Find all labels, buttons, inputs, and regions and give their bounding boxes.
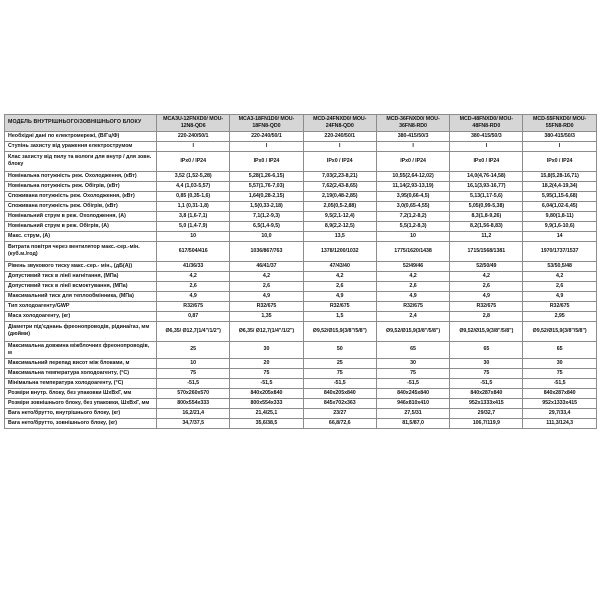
cell-value: 30 [450,358,523,368]
cell-value: 2,95 [523,311,596,321]
cell-value: 35,6/38,5 [230,418,303,428]
table-row [5,281,597,291]
cell-value: R32/675 [303,301,376,311]
cell-value: 4,9 [523,291,596,301]
cell-value: 3,0(0,65-4,55) [376,201,449,211]
cell-value: 220-240/50/1 [157,131,230,141]
row-label: Номінальна потужність реж. Охолодження, (кВт) [5,171,157,181]
cell-value: 4,2 [376,271,449,281]
cell-value: 1,5(0,33-2,18) [230,201,303,211]
row-label: Споживана потужність реж. Обігрів, (кВт) [5,201,157,211]
cell-value: 1036/867/763 [230,241,303,261]
cell-value: 4,2 [450,271,523,281]
cell-value: IPx0 / IP24 [157,151,230,171]
cell-value: 1,35 [230,311,303,321]
cell-value: 9,5(2,1-12,4) [303,211,376,221]
cell-value: Ø6,35/ Ø12,7(1/4"/1/2") [157,321,230,341]
row-label: Вага нето/брутто, зовнішнього блоку, (кг) [5,418,157,428]
header-model-label: МОДЕЛЬ ВНУТРІШНЬОГО/ЗОВНІШНЬОГО БЛОКУ [5,115,157,132]
cell-value: 75 [230,368,303,378]
row-label: Розміри внутр. блоку, без упаковки ШхВхГ, мм [5,388,157,398]
cell-value: 30 [376,358,449,368]
row-label: Максимальна температура холодоагенту, (°С) [5,368,157,378]
cell-value: 840х287х840 [523,388,596,398]
cell-value: 8,9(2,2-12,5) [303,221,376,231]
table-row [5,131,597,141]
cell-value: 4,9 [157,291,230,301]
cell-value: 4,2 [157,271,230,281]
table-body [5,131,597,428]
table-row [5,221,597,231]
cell-value: 27,5/31 [376,408,449,418]
cell-value: 845х702х363 [303,398,376,408]
cell-value: 2,6 [230,281,303,291]
cell-value: 7,03(2,23-8,21) [303,171,376,181]
cell-value: 75 [303,368,376,378]
cell-value: 4,9 [376,291,449,301]
cell-value: 10,0 [230,231,303,241]
cell-value: 15,8(5,28-16,71) [523,171,596,181]
table-row [5,191,597,201]
cell-value: 2,6 [523,281,596,291]
table-row [5,261,597,271]
cell-value: 30 [230,341,303,358]
row-label: Клас захисту від пилу та вологи для внутр / для зовн. блоку [5,151,157,171]
cell-value: 380-415/50/3 [376,131,449,141]
cell-value: 7,1(1,2-9,3) [230,211,303,221]
cell-value: 0,85 (0,35-1,6) [157,191,230,201]
cell-value: -51,5 [523,378,596,388]
row-label: Маса холодоагенту, (кг) [5,311,157,321]
cell-value: 10,55(2,64-12,02) [376,171,449,181]
cell-value: 5,05(0,99-5,38) [450,201,523,211]
table-row [5,408,597,418]
table-row [5,378,597,388]
cell-value: 0,87 [157,311,230,321]
cell-value: 952х1333х415 [450,398,523,408]
cell-value: I [230,141,303,151]
cell-value: R32/675 [230,301,303,311]
cell-value: 570х260х570 [157,388,230,398]
cell-value: 800х554х333 [157,398,230,408]
cell-value: 1715/1568/1381 [450,241,523,261]
cell-value: I [157,141,230,151]
row-label: Вага нето/брутто, внутрішнього блоку, (кг) [5,408,157,418]
cell-value: 75 [376,368,449,378]
cell-value: 1,1 (0,31-1,8) [157,201,230,211]
cell-value: -51,5 [230,378,303,388]
cell-value: 4,2 [303,271,376,281]
table-row [5,211,597,221]
cell-value: 2,4 [376,311,449,321]
cell-value: 30 [523,358,596,368]
cell-value: 380-415/50/3 [450,131,523,141]
cell-value: 4,9 [450,291,523,301]
row-label: Споживана потужність реж. Охолодження, (кВт) [5,191,157,201]
cell-value: R32/675 [376,301,449,311]
row-label: Максимальний перепад висот між блоками, м [5,358,157,368]
cell-value: 9,9(1,6-10,6) [523,221,596,231]
table-row [5,181,597,191]
cell-value: 4,9 [230,291,303,301]
cell-value: Ø6,35/ Ø12,7(1/4"/1/2") [230,321,303,341]
row-label: Допустимий тиск в лінії нагнітання, (МПа) [5,271,157,281]
cell-value: 66,8/72,6 [303,418,376,428]
row-label: Номінальна потужність реж. Обігрів, (кВт) [5,181,157,191]
cell-value: 840х205х840 [230,388,303,398]
cell-value: 34,7/37,5 [157,418,230,428]
header-row [5,115,597,132]
cell-value: 106,7/119,9 [450,418,523,428]
cell-value: 5,95(1,15-6,68) [523,191,596,201]
cell-value: I [376,141,449,151]
cell-value: 3,52 (1,52-5,28) [157,171,230,181]
table-row [5,231,597,241]
cell-value: 53/50,5/48 [523,261,596,271]
cell-value: IPx0 / IP24 [303,151,376,171]
cell-value: -51,5 [376,378,449,388]
cell-value: 5,5(1,2-8,3) [376,221,449,231]
cell-value: R32/675 [523,301,596,311]
cell-value: 1,64(0,28-2,15) [230,191,303,201]
cell-value: 75 [523,368,596,378]
cell-value: 75 [157,368,230,378]
cell-value: 75 [450,368,523,378]
cell-value: IPx0 / IP24 [376,151,449,171]
cell-value: 16,2/21,4 [157,408,230,418]
cell-value: Ø9,52/Ø15,9(3/8"/5/8") [303,321,376,341]
cell-value: 2,19(0,48-2,85) [303,191,376,201]
table-row [5,171,597,181]
cell-value: 4,4 (1,03-5,57) [157,181,230,191]
cell-value: 81,5/87,0 [376,418,449,428]
cell-value: 111,3/124,3 [523,418,596,428]
cell-value: 1378/1200/1032 [303,241,376,261]
specification-table [4,114,597,429]
cell-value: 2,6 [157,281,230,291]
table-row [5,141,597,151]
table-row [5,311,597,321]
cell-value: 7,2(1,2-8,2) [376,211,449,221]
cell-value: 8,3(1,8-9,26) [450,211,523,221]
cell-value: 5,28(1,26-6,15) [230,171,303,181]
row-label: Витрата повітря через вентилятор макс.-сер.-мін. (куб.м./год) [5,241,157,261]
cell-value: 2,6 [450,281,523,291]
cell-value: 2,6 [376,281,449,291]
cell-value: I [450,141,523,151]
cell-value: 946х810х410 [376,398,449,408]
row-label: Рівень звукового тиску макс.-сер.- мін., (дБ(А)) [5,261,157,271]
cell-value: -51,5 [157,378,230,388]
row-label: Мінімальна температура холодоагенту, (°С) [5,378,157,388]
table-row [5,321,597,341]
cell-value: Ø9,52/Ø15,9(3/8"/5/8") [450,321,523,341]
cell-value: 1970/1737/1537 [523,241,596,261]
cell-value: 2,6 [303,281,376,291]
cell-value: 840х245х840 [376,388,449,398]
cell-value: 380-415/50/3 [523,131,596,141]
cell-value: 10 [376,231,449,241]
cell-value: 29/32,7 [450,408,523,418]
cell-value: 9,80(1,8-11) [523,211,596,221]
cell-value: 11,14(2,93-13,19) [376,181,449,191]
row-label: Максимальна довжина міжблочних фреонопроводів, м [5,341,157,358]
header-model-5: MCD-48FNXD0/ MOU-48FN8-RD0 [450,115,523,132]
cell-value: 46/41/37 [230,261,303,271]
table-row [5,341,597,358]
row-label: Макс. струм, (А) [5,231,157,241]
cell-value: R32/675 [450,301,523,311]
cell-value: 10 [157,231,230,241]
cell-value: 5,0 (1,4-7,9) [157,221,230,231]
cell-value: 1775/1620/1438 [376,241,449,261]
cell-value: 220-240/50/1 [303,131,376,141]
cell-value: I [523,141,596,151]
cell-value: 47/43/40 [303,261,376,271]
cell-value: 1,5 [303,311,376,321]
cell-value: 13,5 [303,231,376,241]
cell-value: 41/36/33 [157,261,230,271]
cell-value: I [303,141,376,151]
cell-value: 800х554х333 [230,398,303,408]
cell-value: 4,9 [303,291,376,301]
cell-value: 220-240/50/1 [230,131,303,141]
cell-value: 25 [157,341,230,358]
row-label: Номінальний струм в реж. Охолодження, (А) [5,211,157,221]
table-row [5,151,597,171]
cell-value: 23/27 [303,408,376,418]
table-row [5,398,597,408]
cell-value: 14,0(4,76-14,58) [450,171,523,181]
table-row [5,358,597,368]
header-model-2: MCA3-18FN1D0/ MOU-18FN8-QD0 [230,115,303,132]
table-row [5,291,597,301]
header-model-1: MCA3U-12FNXD0/ MOU-12N8-QD6 [157,115,230,132]
header-model-4: MCD-36FNXD0/ MOU-36FN8-RD0 [376,115,449,132]
cell-value: 29,7/33,4 [523,408,596,418]
table-row [5,368,597,378]
cell-value: Ø9,52/Ø15,9(3/8"/5/8") [376,321,449,341]
cell-value: 2,8 [450,311,523,321]
cell-value: Ø9,52/Ø15,9(3/8"/5/8") [523,321,596,341]
cell-value: 6,5(1,4-9,5) [230,221,303,231]
cell-value: IPx0 / IP24 [230,151,303,171]
cell-value: 4,2 [230,271,303,281]
cell-value: 840х287х840 [450,388,523,398]
cell-value: 840х205х840 [303,388,376,398]
cell-value: 20 [230,358,303,368]
cell-value: 617/504/416 [157,241,230,261]
cell-value: 52/50/49 [450,261,523,271]
cell-value: 14 [523,231,596,241]
table-row [5,271,597,281]
cell-value: 3,95(0,66-4,5) [376,191,449,201]
cell-value: 52/49/46 [376,261,449,271]
cell-value: 10 [157,358,230,368]
cell-value: 18,2(4,4-19,34) [523,181,596,191]
cell-value: 5,57(1,76-7,03) [230,181,303,191]
table-header [5,115,597,132]
cell-value: 21,4/25,1 [230,408,303,418]
table-row [5,418,597,428]
row-label: Діаметри під'єднань фреонопроводів, рідина/газ, мм (дюйми) [5,321,157,341]
row-label: Тип холодоагенту/GWP [5,301,157,311]
header-model-3: MCD-24FNXD0/ MOU-24FN8-QD0 [303,115,376,132]
table-row [5,241,597,261]
cell-value: R32/675 [157,301,230,311]
row-label: Номінальний струм в реж. Обігрів, (А) [5,221,157,231]
row-label: Розміри зовнішнього блоку, без упаковки, ШхВхГ, мм [5,398,157,408]
cell-value: 5,13(1,17-5,6) [450,191,523,201]
cell-value: 65 [450,341,523,358]
row-label: Ступінь захисту від ураження електрострумом [5,141,157,151]
cell-value: 4,2 [523,271,596,281]
cell-value: -51,5 [450,378,523,388]
cell-value: 3,8 (1,6-7,1) [157,211,230,221]
cell-value: 2,05(0,5-2,88) [303,201,376,211]
specification-table-container [4,114,596,429]
header-model-6: MCD-55FNXD0/ MOU-55FN8-RD0 [523,115,596,132]
cell-value: 8,2(1,56-8,83) [450,221,523,231]
cell-value: 25 [303,358,376,368]
table-row [5,388,597,398]
table-row [5,201,597,211]
cell-value: 6,04(1,02-6,45) [523,201,596,211]
cell-value: 50 [303,341,376,358]
cell-value: 7,62(2,43-8,65) [303,181,376,191]
cell-value: IPx0 / IP24 [523,151,596,171]
cell-value: -51,5 [303,378,376,388]
cell-value: 16,1(3,93-16,77) [450,181,523,191]
row-label: Максимальний тиск для теплообмінника, (МПа) [5,291,157,301]
cell-value: 11,2 [450,231,523,241]
cell-value: IPx0 / IP24 [450,151,523,171]
cell-value: 65 [523,341,596,358]
row-label: Допустимий тиск в лінії всмоктування, (МПа) [5,281,157,291]
row-label: Необхідні дані по електромережі, (В/Гц/Ф) [5,131,157,141]
cell-value: 952х1333х415 [523,398,596,408]
table-row [5,301,597,311]
cell-value: 65 [376,341,449,358]
